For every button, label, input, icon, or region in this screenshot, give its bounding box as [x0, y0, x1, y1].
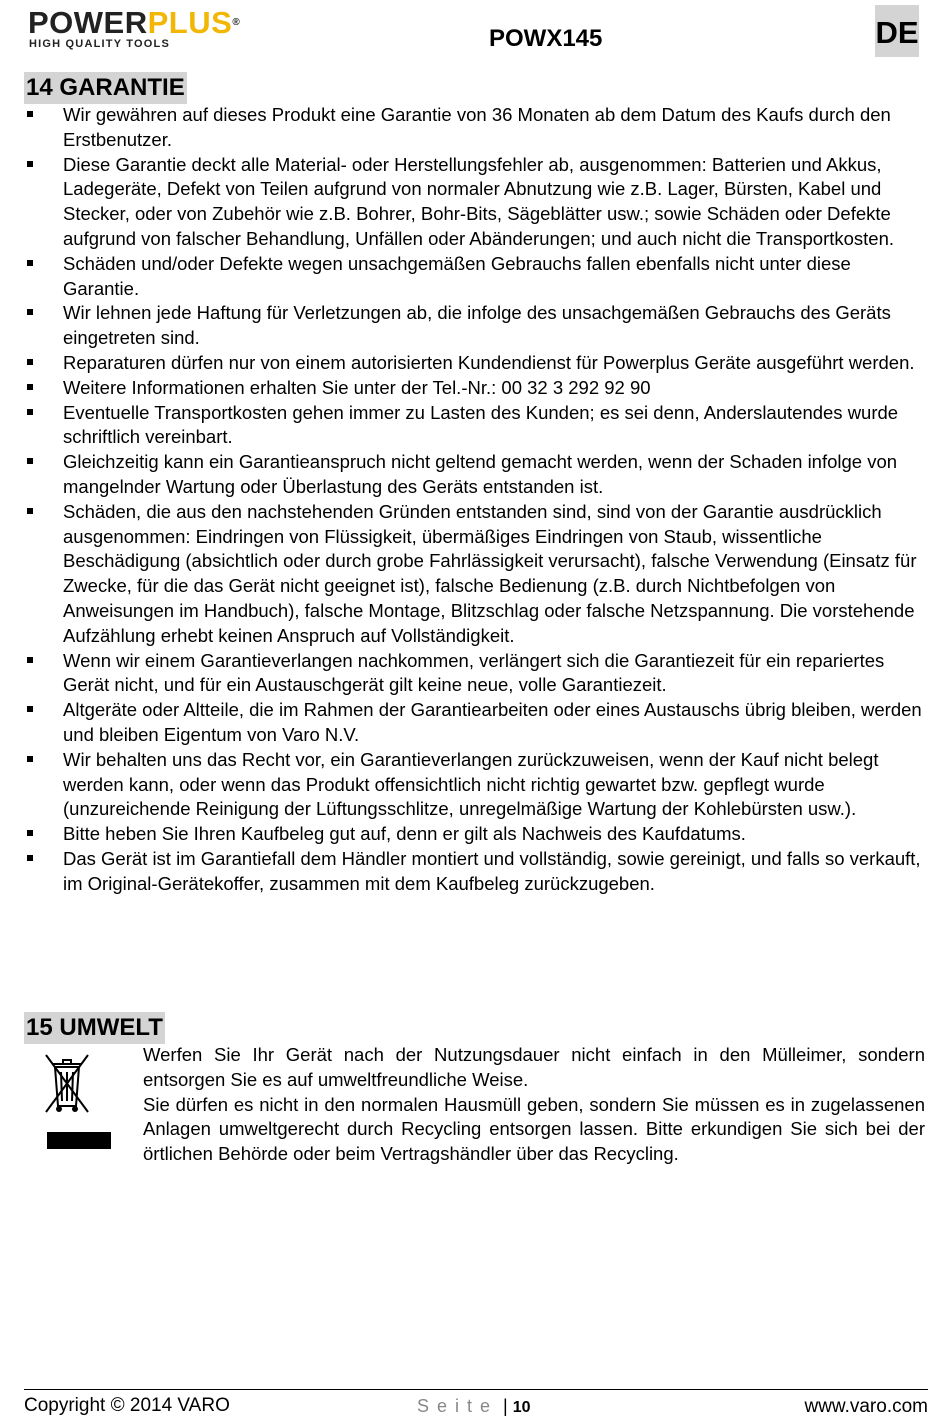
footer-page-number: [417, 1396, 531, 1417]
list-item: Das Gerät ist im Garantiefall dem Händler montiert und vollständig, sowie gereinigt, und falls so verkauft, im Original-Gerätekoffer, zusammen mit dem Kaufbeleg zurückzugeben.: [24, 847, 930, 897]
model-number: POWX145: [489, 25, 603, 52]
list-item: Bitte heben Sie Ihren Kaufbeleg gut auf, denn er gilt als Nachweis des Kaufdatums.: [24, 822, 930, 847]
list-item: Wir behalten uns das Recht vor, ein Garantieverlangen zurückzuweisen, wenn der Kauf nicht belegt werden kann, oder wenn das Produkt offensichtlich nicht richtig gewartet bzw. gepflegt wurde (unzureichende Reinigung der Lüftungsschlitze, unregelmäßige Wartung der Kohlebürsten usw.).: [24, 748, 930, 822]
footer-url: www.varo.com: [804, 1396, 928, 1417]
umwelt-paragraph-1: Werfen Sie Ihr Gerät nach der Nutzungsdauer nicht einfach in den Mülleimer, sondern entsorgen Sie es auf umweltfreundliche Weise.: [143, 1044, 925, 1090]
footer-divider: [24, 1389, 928, 1390]
umwelt-paragraph-2: Sie dürfen es nicht in den normalen Hausmüll geben, sondern Sie müssen es in zugelassenen Anlagen umweltgerecht durch Recycling entsorgen lassen. Bitte erkundigen Sie sich bei der örtlichen Behörde oder beim Vertragshändler über das Recycling.: [143, 1093, 925, 1165]
footer-copyright: Copyright © 2014 VARO: [24, 1395, 230, 1416]
list-item: Schäden und/oder Defekte wegen unsachgemäßen Gebrauchs fallen ebenfalls nicht unter diese Garantie.: [24, 252, 930, 302]
crossed-out-bin-icon: [44, 1052, 90, 1114]
footer-separator: |: [503, 1396, 508, 1416]
list-item: Wenn wir einem Garantieverlangen nachkommen, verlängert sich die Garantiezeit für ein repariertes Gerät nicht, und für ein Austauschgerät gilt keine neue, volle Garantiezeit.: [24, 649, 930, 699]
garantie-bullet-list: [24, 103, 930, 897]
page-number: 10: [512, 1399, 531, 1416]
powerplus-logo: [28, 6, 298, 50]
list-item: Eventuelle Transportkosten gehen immer zu Lasten des Kunden; es sei denn, Anderslautendes wurde schriftlich vereinbart.: [24, 401, 930, 451]
footer-seite-label: Seite: [417, 1396, 499, 1416]
list-item: Diese Garantie deckt alle Material- oder Herstellungsfehler ab, ausgenommen: Batterien und Akkus, Ladegeräte, Defekt von Teilen aufgrund von normaler Abnutzung wie z.B. Lager, Bürsten, Kabel und Stecker, oder von Zubehör wie z.B. Bohrer, Bohr-Bits, Sägeblätter usw.; sowie Schäden oder Defekte aufgrund von falscher Behandlung, Unfällen oder Abänderungen; und auch nicht die Transportkosten.: [24, 153, 930, 252]
list-item: Weitere Informationen erhalten Sie unter der Tel.-Nr.: 00 32 3 292 92 90: [24, 376, 930, 401]
list-item: Reparaturen dürfen nur von einem autorisierten Kundendienst für Powerplus Geräte ausgeführt werden.: [24, 351, 930, 376]
logo-wordmark: POWERPLUS®: [28, 5, 241, 40]
section-title-umwelt: 15 UMWELT: [24, 1012, 165, 1044]
language-badge: DE: [875, 5, 919, 57]
umwelt-text: [143, 1043, 925, 1167]
list-item: Wir gewähren auf dieses Produkt eine Garantie von 36 Monaten ab dem Datum des Kaufs durch den Erstbenutzer.: [24, 103, 930, 153]
list-item: Altgeräte oder Altteile, die im Rahmen der Garantiearbeiten oder eines Austauschs übrig bleiben, werden und bleiben Eigentum von Varo N.V.: [24, 698, 930, 748]
weee-bar-icon: [47, 1132, 111, 1149]
logo-tagline: HIGH QUALITY TOOLS: [29, 38, 170, 50]
list-item: Gleichzeitig kann ein Garantieanspruch nicht geltend gemacht werden, wenn der Schaden infolge von mangelnder Wartung oder Überlastung des Geräts entstanden ist.: [24, 450, 930, 500]
list-item: Wir lehnen jede Haftung für Verletzungen ab, die infolge des unsachgemäßen Gebrauchs des Geräts eingetreten sind.: [24, 301, 930, 351]
section-title-garantie: 14 GARANTIE: [24, 72, 187, 104]
list-item: Schäden, die aus den nachstehenden Gründen entstanden sind, sind von der Garantie ausdrücklich ausgenommen: Eindringen von Flüssigkeit, übermäßiges Eindringen von Staub, wissentliche Beschädigung (absichtlich oder durch grobe Fahrlässigkeit verursacht), falsche Verwendung (Einsatz für Zwecke, für die das Gerät nicht geeignet ist), falsche Bedienung (z.B. durch Nichtbefolgen von Anweisungen im Handbuch), falsche Montage, Blitzschlag oder falsche Netzspannung. Die vorstehende Aufzählung erhebt keinen Anspruch auf Vollständigkeit.: [24, 500, 930, 649]
